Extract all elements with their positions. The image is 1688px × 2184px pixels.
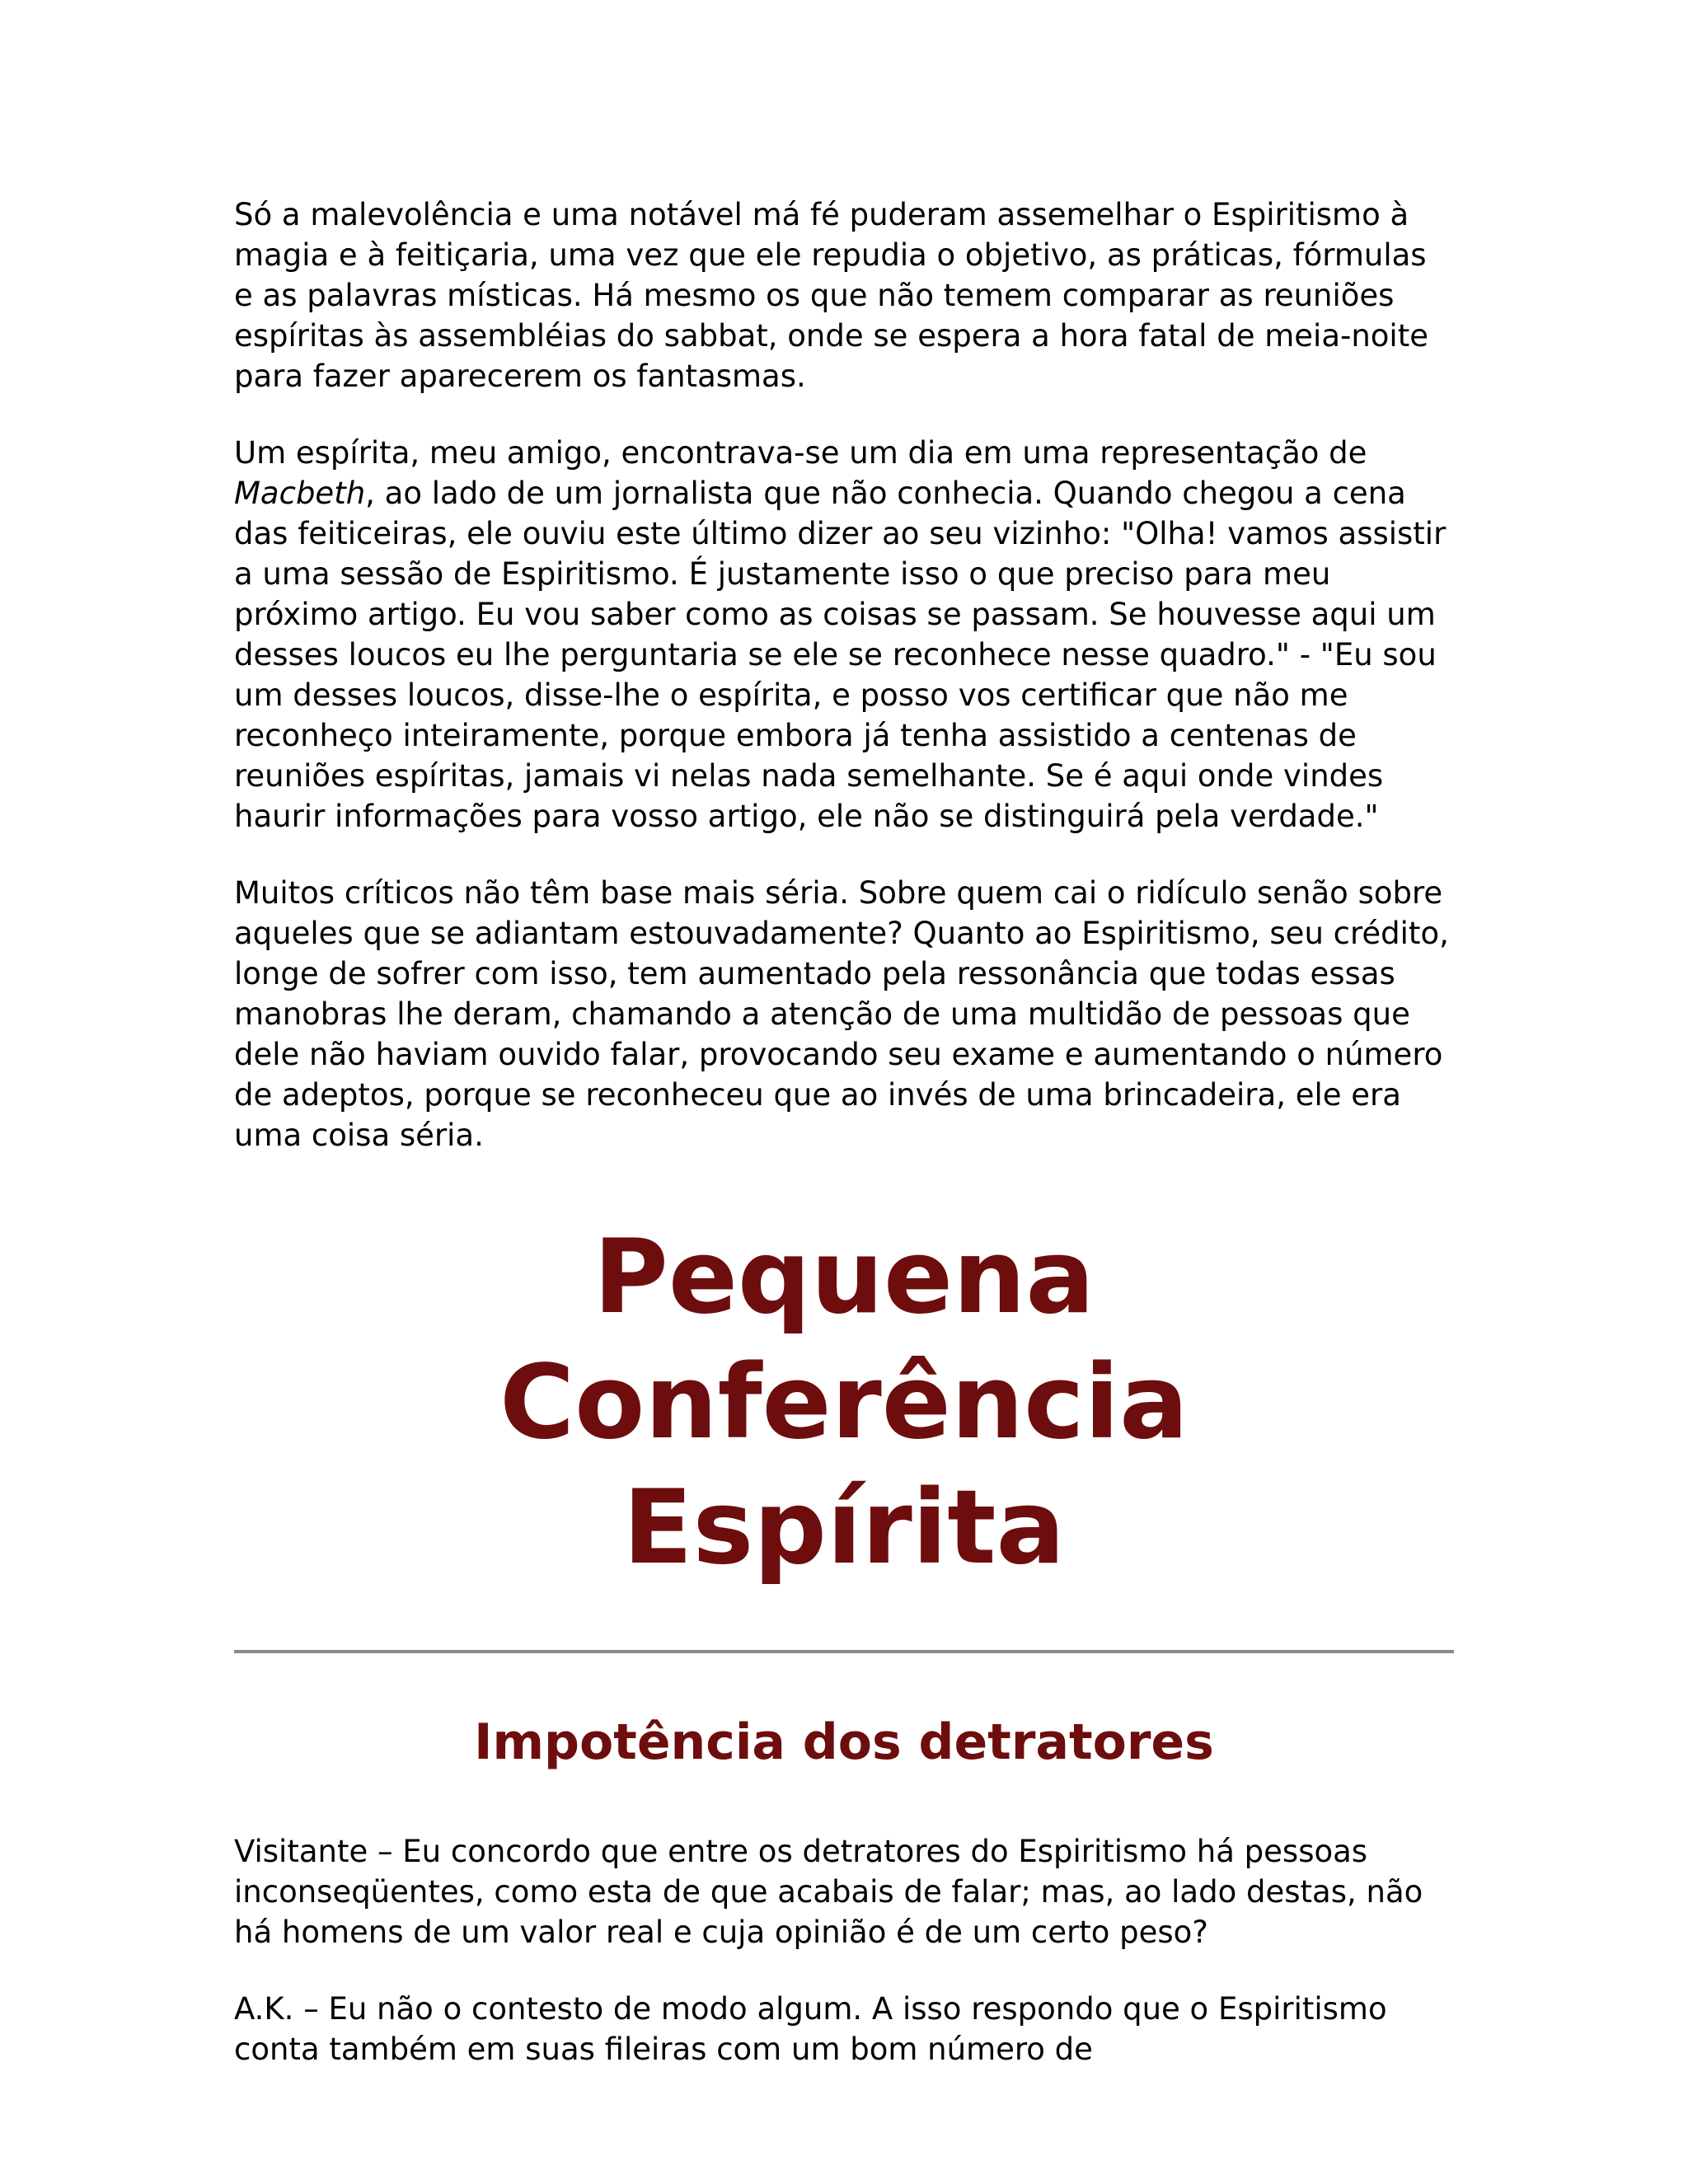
- paragraph-critics: Muitos críticos não têm base mais séria. Sobre quem cai o ridículo senão sobre aqueles que se adiantam estouvadamente? Quanto ao Espiritismo, seu crédito, longe de sofrer com isso, tem aumentado pela ressonância que todas essas manobras lhe deram, chamando a atenção de uma multidão de pessoas que dele não haviam ouvido falar, provocando seu exame e aumentando o número de adeptos, porque se reconheceu que ao invés de uma brincadeira, ele era uma coisa séria.: [234, 875, 1449, 1153]
- macbeth-text-start: Um espírita, meu amigo, encontrava-se um dia em uma representação de: [234, 435, 1367, 471]
- paragraph-magic: Só a malevolência e uma notável má fé puderam assemelhar o Espiritismo à magia e à feitiçaria, uma vez que ele repudia o objetivo, as práticas, fórmulas e as palavras místicas. Há mesmo os que não temem comparar as reuniões espíritas às assembléias do sabbat, onde se espera a hora fatal de meia-noite para fazer aparecerem os fantasmas.: [234, 197, 1428, 394]
- macbeth-text-end: , ao lado de um jornalista que não conhecia. Quando chegou a cena das feiticeiras, ele ouviu este último dizer ao seu vizinho: "Olha! vamos assistir a uma sessão de Espiritismo. É justamente isso o que preciso para meu próximo artigo. Eu vou saber como as coisas se passam. Se houvesse aqui um desses loucos eu lhe perguntaria se ele se reconhece nesse quadro." - "Eu sou um desses loucos, disse-lhe o espírita, e posso vos certificar que não me reconheço inteiramente, porque embora já tenha assistido a centenas de reuniões espíritas, jamais vi nelas nada semelhante. Se é aqui onde vindes haurir informações para vosso artigo, ele não se distinguirá pela verdade.": [234, 476, 1447, 834]
- dialogue-ak: A.K. – Eu não o contesto de modo algum. A isso respondo que o Espiritismo conta também em suas fileiras com um bom número de: [234, 1991, 1387, 2067]
- main-title: [234, 1192, 1454, 1591]
- paragraph-macbeth: [234, 433, 1454, 837]
- main-title-line1: Pequena Conferência: [499, 1218, 1189, 1462]
- section-divider: [234, 1650, 1454, 1653]
- main-title-line2: Espírita: [622, 1469, 1066, 1587]
- section-title: Impotência dos detratores: [474, 1713, 1214, 1771]
- macbeth-title: Macbeth: [234, 476, 366, 511]
- dialogue-visitante: Visitante – Eu concordo que entre os detratores do Espiritismo há pessoas inconseqüentes, como esta de que acabais de falar; mas, ao lado destas, não há homens de um valor real e cuja opinião é de um certo peso?: [234, 1834, 1423, 1950]
- document-body: [234, 194, 1454, 2106]
